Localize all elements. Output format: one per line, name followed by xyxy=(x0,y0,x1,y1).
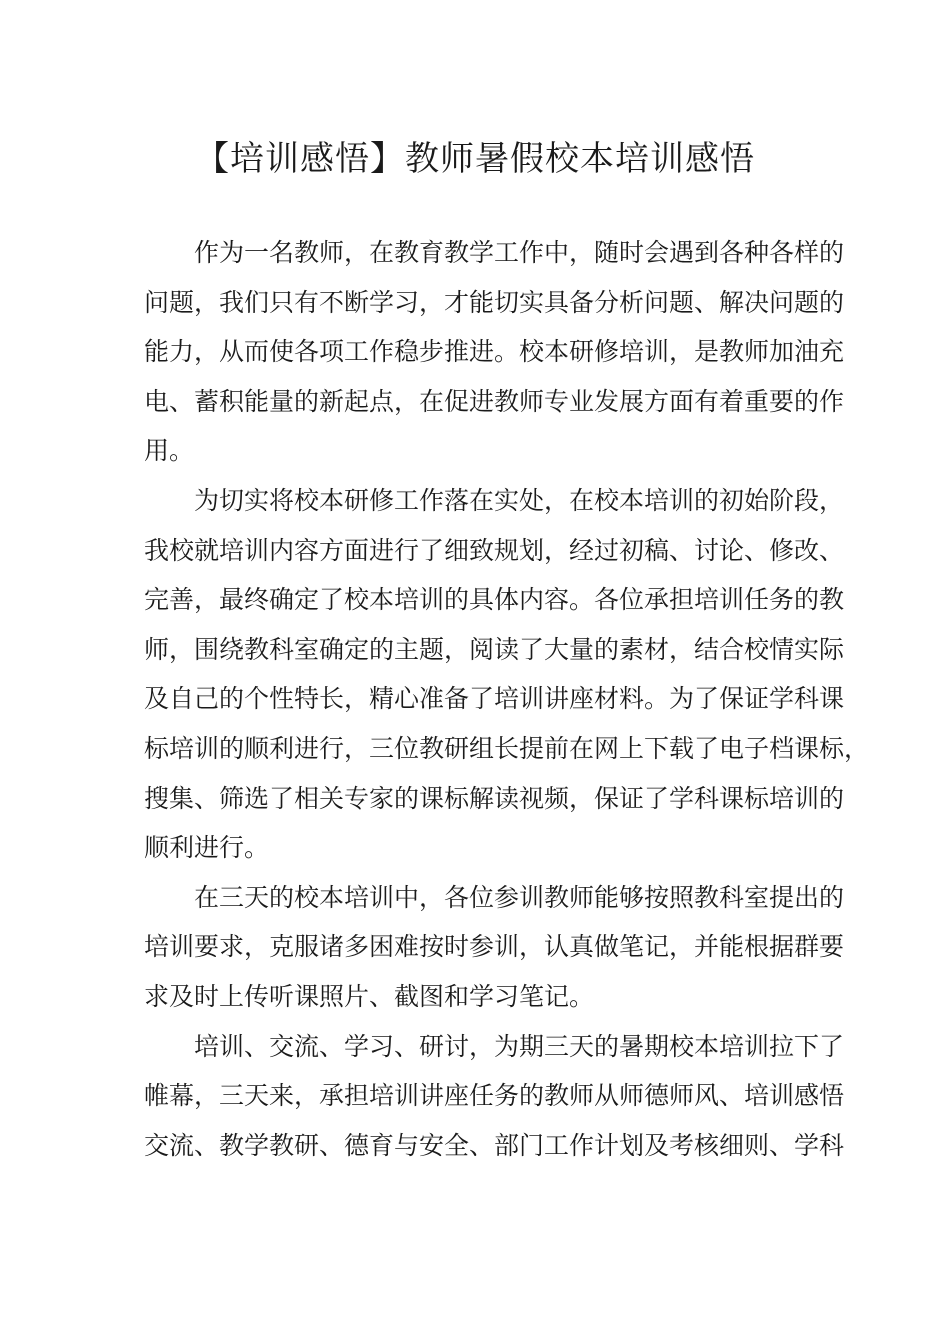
text-line: 作为一名教师，在教育教学工作中，随时会遇到各种各样的 xyxy=(194,238,845,267)
text-line: 为切实将校本研修工作落在实处，在校本培训的初始阶段， xyxy=(194,485,845,515)
text-line: 顺利进行。 xyxy=(144,833,270,863)
paragraph xyxy=(144,228,845,476)
document-title: 【培训感悟】教师暑假校本培训感悟 xyxy=(195,139,755,179)
text-line: 用。 xyxy=(144,436,195,466)
text-line: 培训、交流、学习、研讨，为期三天的暑期校本培训拉下了 xyxy=(194,1031,845,1061)
text-line: 电、蓄积能量的新起点，在促进教师专业发展方面有着重要的作 xyxy=(144,386,845,416)
text-line: 标培训的顺利进行，三位教研组长提前在网上下载了电子档课标， xyxy=(144,733,870,763)
text-line: 能力，从而使各项工作稳步推进。校本研修培训，是教师加油充 xyxy=(144,337,845,367)
text-line: 及自己的个性特长，精心准备了培训讲座材料。为了保证学科课 xyxy=(144,684,845,714)
text-line: 完善，最终确定了校本培训的具体内容。各位承担培训任务的教 xyxy=(144,585,845,615)
text-line: 师，围绕教科室确定的主题，阅读了大量的素材，结合校情实际 xyxy=(144,634,845,664)
paragraph xyxy=(144,873,845,1022)
text-line: 在三天的校本培训中，各位参训教师能够按照教科室提出的 xyxy=(194,882,845,912)
text-line: 问题，我们只有不断学习，才能切实具备分析问题、解决问题的 xyxy=(144,287,845,317)
text-line: 搜集、筛选了相关专家的课标解读视频，保证了学科课标培训的 xyxy=(144,783,845,813)
text-line: 交流、教学教研、德育与安全、部门工作计划及考核细则、学科 xyxy=(144,1130,845,1160)
text-line: 求及时上传听课照片、截图和学习笔记。 xyxy=(144,981,595,1011)
paragraph xyxy=(144,476,870,873)
text-line: 我校就培训内容方面进行了细致规划，经过初稿、讨论、修改、 xyxy=(144,535,845,565)
document-body xyxy=(144,228,870,1170)
text-line: 帷幕，三天来，承担培训讲座任务的教师从师德师风、培训感悟 xyxy=(144,1081,845,1111)
paragraph xyxy=(144,1022,845,1171)
text-line: 培训要求，克服诸多困难按时参训，认真做笔记，并能根据群要 xyxy=(144,932,845,962)
